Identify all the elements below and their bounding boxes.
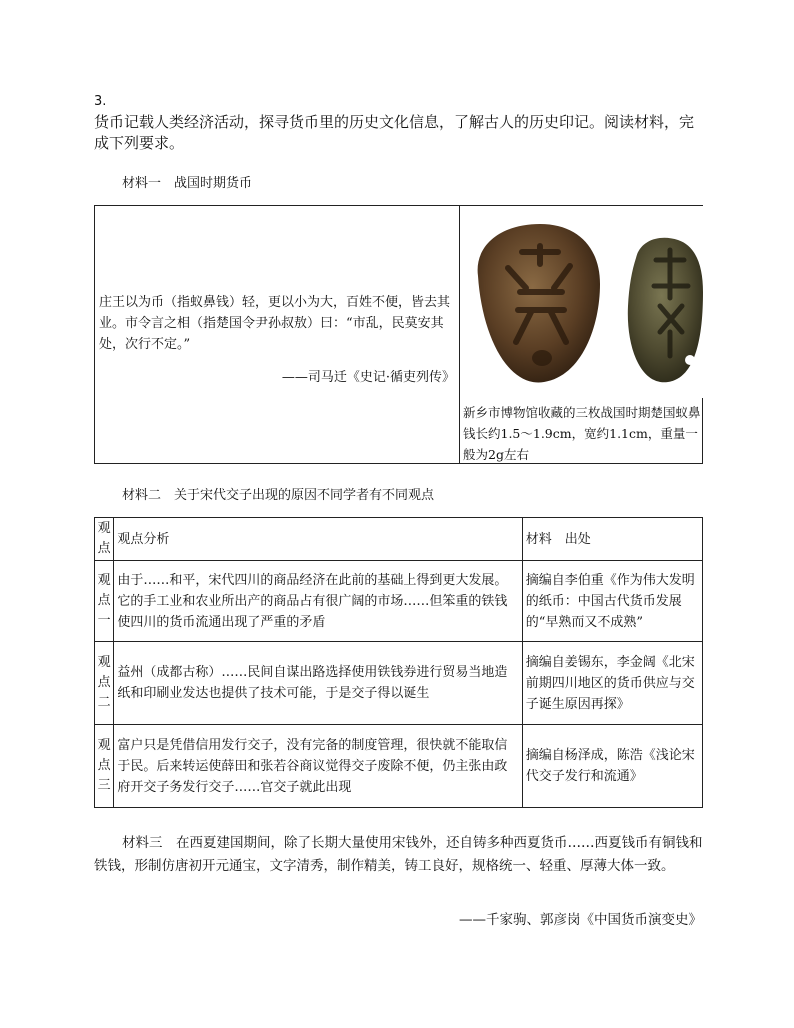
ant-nose-coin-2 [628, 238, 703, 383]
question-intro: 货币记载人类经济活动，探寻货币里的历史文化信息，了解古人的历史印记。阅读材料，完成下列要求。 [94, 113, 695, 152]
table-row [95, 642, 703, 725]
table-header-row [95, 518, 703, 561]
table-header-viewpoint: 观点 [95, 518, 114, 561]
material1-caption: 材料一 战国时期货币 [122, 176, 253, 191]
question-number: 3. [94, 94, 107, 109]
row-source: 摘编自杨泽成，陈浩《浅论宋代交子发行和流通》 [522, 725, 702, 808]
material2-caption: 材料二 关于宋代交子出现的原因不同学者有不同观点 [122, 488, 435, 503]
coin-photo [460, 206, 703, 398]
row-label: 观点三 [95, 725, 114, 808]
material1-quote [99, 292, 455, 388]
row-label: 观点二 [95, 642, 114, 725]
table-header-analysis: 观点分析 [114, 518, 522, 561]
material1-box [94, 205, 703, 464]
row-analysis: 益州（成都古称）……民间自谋出路选择使用铁钱券进行贸易当地造纸和印刷业发达也提供了技术可能，于是交子得以诞生 [114, 642, 522, 725]
material1-quote-text: 庄王以为币（指蚁鼻钱）轻，更以小为大，百姓不便，皆去其业。市令言之相（指楚国令尹孙叔敖）曰：“市乱，民莫安其处，次行不定。” [99, 295, 451, 352]
material3-text: 材料三 在西夏建国期间，除了长期大量使用宋钱外，还自铸多种西夏货币……西夏钱币有铜钱和铁钱，形制仿唐初开元通宝，文字清秀，制作精美，铸工良好，规格统一、轻重、厚薄大体一致。 [94, 835, 703, 874]
row-analysis: 富户只是凭借信用发行交子，没有完备的制度管理，很快就不能取信于民。后来转运使薛田和张若谷商议觉得交子废除不便，仍主张由政府开交子务发行交子……官交子就此出现 [114, 725, 522, 808]
material1-photo-cell [460, 206, 703, 463]
table-header-source: 材料 出处 [522, 518, 702, 561]
table-row [95, 725, 703, 808]
row-source: 摘编自姜锡东，李金阔《北宋前期四川地区的货币供应与交子诞生原因再探》 [522, 642, 702, 725]
row-source: 摘编自李伯重《作为伟大发明的纸币：中国古代货币发展的“早熟而又不成熟” [522, 561, 702, 642]
viewpoints-table [94, 517, 703, 808]
table-row [95, 561, 703, 642]
material1-photo-caption: 新乡市博物馆收藏的三枚战国时期楚国蚁鼻钱长约1.5～1.9cm，宽约1.1cm，重量一般为2g左右 [463, 405, 701, 462]
material3-source: ——千家驹、郭彦岗《中国货币演变史》 [459, 912, 702, 928]
row-label: 观点一 [95, 561, 114, 642]
row-analysis: 由于……和平，宋代四川的商品经济在此前的基础上得到更大发展。它的手工业和农业所出产的商品占有很广阔的市场……但笨重的铁钱使四川的货币流通出现了严重的矛盾 [114, 561, 522, 642]
material1-source: ——司马迁《史记·循吏列传》 [281, 370, 455, 385]
